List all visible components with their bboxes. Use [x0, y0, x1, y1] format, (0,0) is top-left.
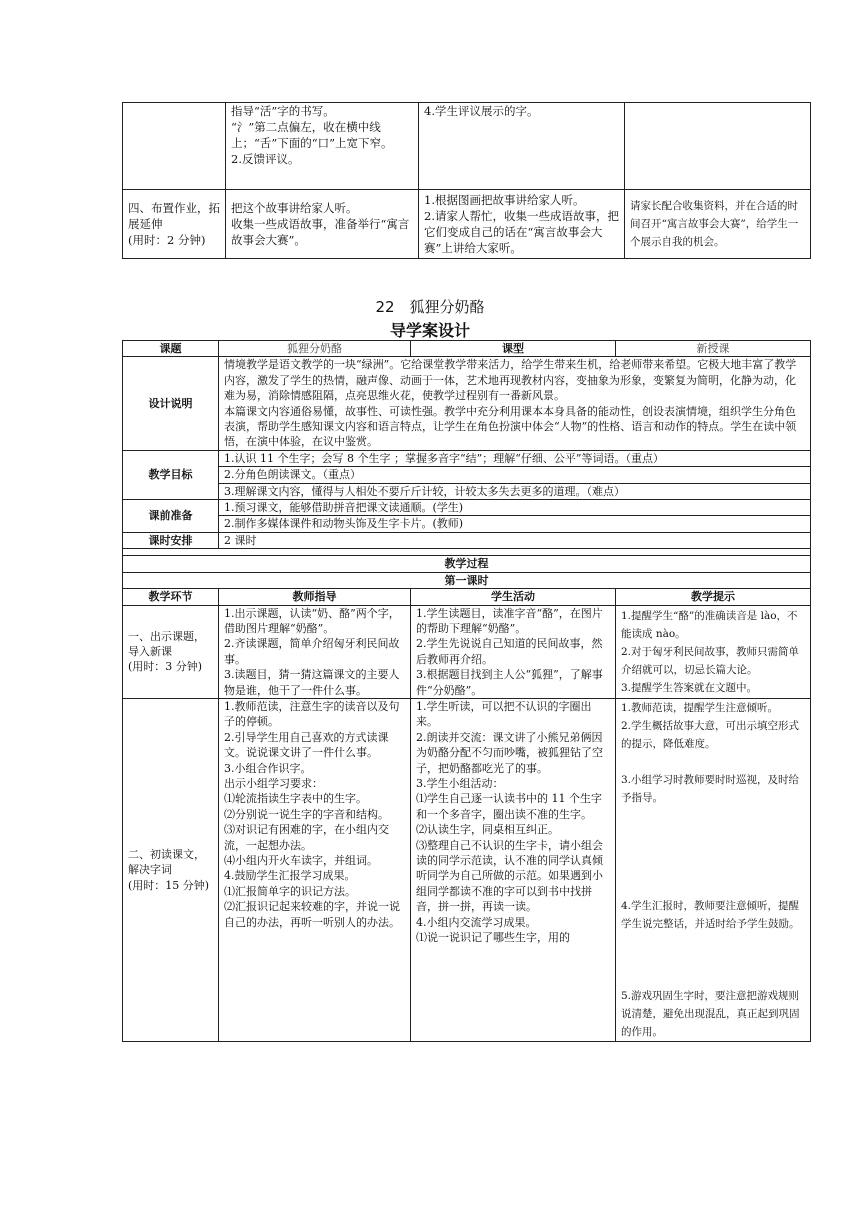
stage-cell: 一、出示课题，导入新课 (用时：3 分钟) [123, 605, 219, 698]
tips-cell: 1.提醒学生“酪”的准确读音是 lào，不能读成 nào。 2.对于匈牙利民间故事，教师只需简单介绍就可以，切忌长篇大论。 3.提醒学生答案就在文题中。 [616, 605, 811, 698]
teacher-cell: 1.教师范读，注意生字的读音以及句子的停顿。 2.引导学生用自己喜欢的方式读课文。说说课文讲了一件什么事。 3.小组合作识字。 出示小组学习要求： ⑴轮流指读生字表中的生字。 ⑵分别说一说生字的字音和结构。 ⑶对识记有困难的字，在小组内交流，一起想办法。 ⑷小组内开火车读字，并组词。 4.鼓励学生汇报学习成果。 ⑴汇报简单字的识记方法。 ⑵汇报识记起来较难的字，并说一说自己的办法，再听一听别人的办法。 [219, 698, 411, 1041]
goals-list [219, 450, 811, 499]
prep-label: 课前准备 [123, 500, 219, 533]
student-cell: 1.学生读题目，读准字音“酪”，在图片的帮助下理解“奶酪”。 2.学生先说说自己知道的民间故事，然后教师再介绍。 3.根据题目找到主人公“狐狸”，了解事件“分奶酪”。 [411, 605, 616, 698]
topic-label: 课题 [123, 341, 219, 357]
lesson-subtitle: 导学案设计 [389, 321, 470, 340]
spacer-cell [123, 549, 811, 556]
table-row [123, 103, 811, 190]
header-teacher: 教师指导 [219, 589, 411, 605]
topic-row [123, 341, 811, 357]
type-label: 课型 [411, 341, 616, 357]
prep-item: 2.制作多媒体课件和动物头饰及生字卡片。(教师) [224, 517, 464, 531]
tips-cell: 请家长配合收集资料，并在合适的时间召开“寓言故事会大赛”，给学生一个展示自我的机会。 [625, 190, 811, 259]
schedule-row [123, 532, 811, 548]
goals-row [123, 450, 811, 499]
header-stage: 教学环节 [123, 589, 219, 605]
student-cell: 1.根据图画把故事讲给家人听。 2.请家人帮忙，收集一些成语故事，把它们变成自己的话在“寓言故事会大赛”上讲给大家听。 [419, 190, 625, 259]
process-title: 教学过程 [123, 556, 811, 572]
topic-value: 狐狸分奶酪 [219, 341, 411, 357]
stage-cell [123, 103, 226, 190]
lesson-plan-table [122, 340, 811, 1042]
prep-list [219, 500, 811, 533]
prep-item: 1.预习课文，能够借助拼音把课文读通顺。(学生) [219, 500, 810, 516]
process-header-row [123, 589, 811, 605]
design-label: 设计说明 [123, 357, 219, 450]
goals-label: 教学目标 [123, 450, 219, 499]
lesson-title: 22 狐狸分奶酪 [375, 298, 485, 316]
table-row [123, 698, 811, 1041]
schedule-label: 课时安排 [123, 532, 219, 548]
teacher-cell: 把这个故事讲给家人听。 收集一些成语故事，准备举行“寓言故事会大赛”。 [226, 190, 419, 259]
goal-item: 1.认识 11 个生字；会写 8 个生字 ；掌握多音字“结”；理解“仔细、公平”等词语。（重点） [219, 451, 810, 467]
process-title-row [123, 556, 811, 572]
table-row [123, 605, 811, 698]
goal-item: 3.理解课文内容，懂得与人相处不要斤斤计较，计较太多失去更多的道理。（难点） [224, 484, 625, 498]
header-student: 学生活动 [411, 589, 616, 605]
student-cell: 4.学生评议展示的字。 [419, 103, 625, 190]
prep-row [123, 500, 811, 533]
schedule-value: 2 课时 [219, 532, 811, 548]
tips-cell [625, 103, 811, 190]
stage-cell: 四、布置作业，拓展延伸 (用时：2 分钟) [123, 190, 226, 259]
design-row [123, 357, 811, 450]
period-title: 第一课时 [123, 572, 811, 588]
teacher-cell: 1.出示课题，认读“奶、酪”两个字，借助图片理解“奶酪”。 2.齐读课题，简单介绍匈牙利民间故事。 3.读题目，猜一猜这篇课文的主要人物是谁，他干了一件什么事。 [219, 605, 411, 698]
period-row [123, 572, 811, 588]
table-row [123, 190, 811, 259]
type-value: 新授课 [616, 341, 811, 357]
spacer-row [123, 549, 811, 556]
teacher-cell: 指导“活”字的书写。 “氵”第二点偏左，收在横中线上；“舌”下面的“口”上宽下窄。 2.反馈评议。 [226, 103, 419, 190]
goal-item: 2.分角色朗读课文。（重点） [219, 467, 810, 483]
tips-cell: 1.教师范读，提醒学生注意倾听。 2.学生概括故事大意，可出示填空形式的提示，降低难度。 3.小组学习时教师要时时巡视，及时给予指导。 4.学生汇报时，教师要注意倾听，提醒学生说完整话，并适时给予学生鼓励。 5.游戏巩固生字时，要注意把游戏规则说清楚，避免出现混乱，真正起到巩固的作用。 [616, 698, 811, 1041]
student-cell: 1.学生听读，可以把不认识的字圈出来。 2.朗读并交流：课文讲了小熊兄弟俩因为奶酪分配不匀而吵嘴，被狐狸钻了空子，把奶酪都吃光了的事。 3.学生小组活动： ⑴学生自己逐一认读书中的 11 个生字和一个多音字，圈出读不准的生字。 ⑵认读生字，同桌相互纠正。 ⑶整理自己不认识的生字卡，请小组会读的同学示范读，认不准的同学认真倾听同学为自己所做的示范。如果遇到小组同学都读不准的字可以到书中找拼音，拼一拼，再读一读。 4.小组内交流学习成果。 ⑴说一说识记了哪些生字，用的 [411, 698, 616, 1041]
continuation-table [122, 102, 811, 259]
header-tips: 教学提示 [616, 589, 811, 605]
design-text: 情境教学是语文教学的一块“绿洲”。它给课堂教学带来活力，给学生带来生机，给老师带来希望。它极大地丰富了教学内容，激发了学生的热情，融声像、动画于一体，艺术地再现教材内容，变抽象为形象，变繁复为简明，化静为动，化难为易，消除情感阻隔，点亮思维火花，使教学过程别有一番新风景。 本篇课文内容通俗易懂，故事性、可读性强。教学中充分利用课本本身具备的能动性，创设表演情境，组织学生分角色表演，帮助学生感知课文内容和语言特点，让学生在角色扮演中体会“人物”的性格、语言和动作的特点。学生在读中领悟，在演中体验，在议中鉴赏。 [219, 357, 811, 450]
stage-cell: 二、初读课文，解决字词 (用时：15 分钟) [123, 698, 219, 1041]
